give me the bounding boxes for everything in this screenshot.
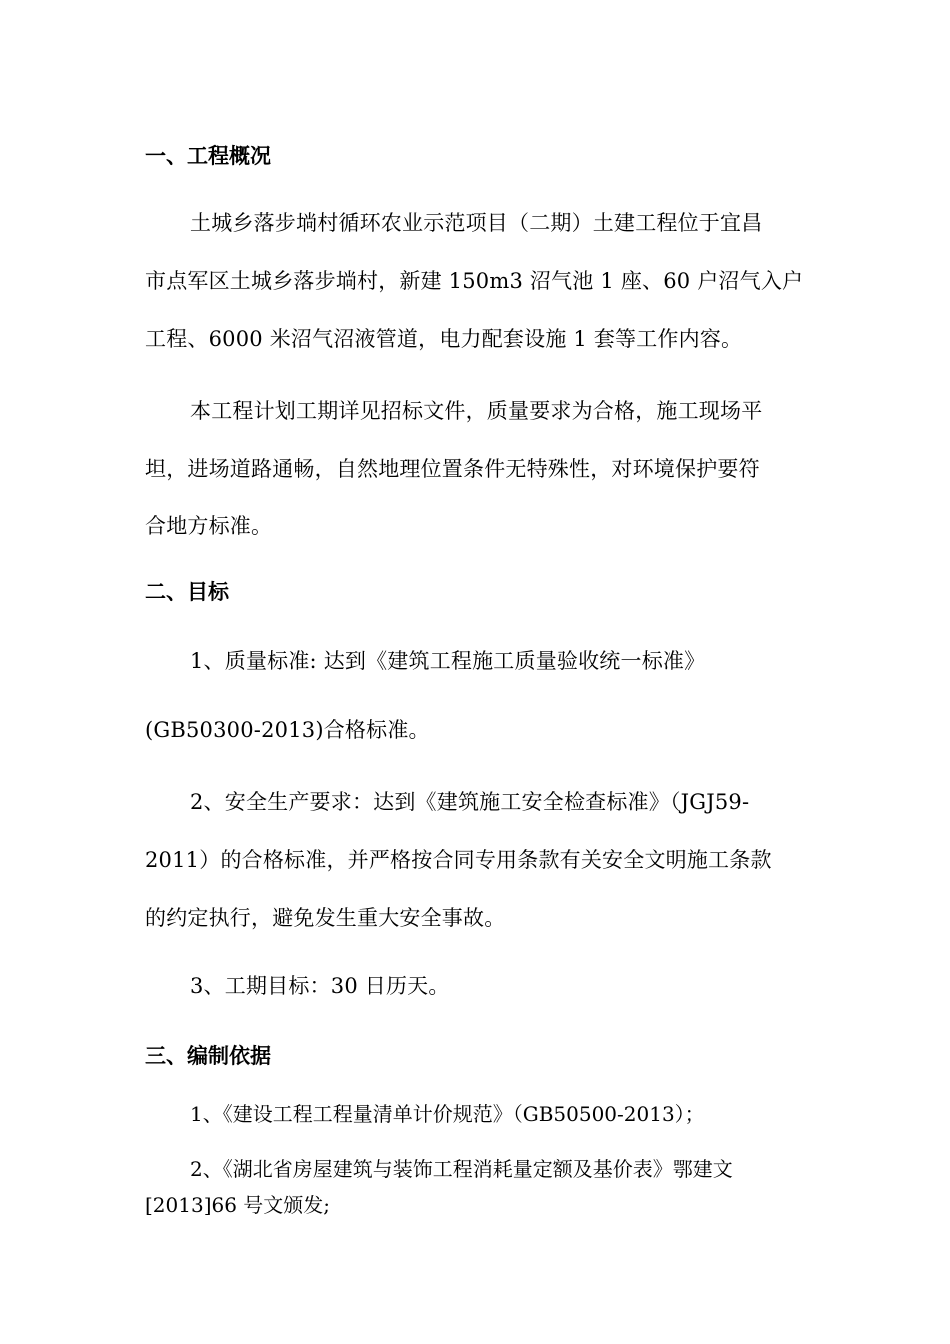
basis-item-2-line-2: [2013]66 号文颁发; xyxy=(145,1193,331,1217)
section-heading-goals: 二、目标 xyxy=(145,580,229,604)
overview-paragraph-2-line-1: 本工程计划工期详见招标文件，质量要求为合格，施工现场平 xyxy=(190,399,763,423)
basis-item-2-line-1: 2、《湖北省房屋建筑与装饰工程消耗量定额及基价表》鄂建文 xyxy=(190,1157,733,1181)
overview-paragraph-1-line-2: 市点军区土城乡落步埫村，新建 150m3 沼气池 1 座、60 户沼气入户 xyxy=(145,269,804,293)
section-heading-basis: 三、编制依据 xyxy=(145,1044,271,1068)
basis-item-1-line-1: 1、《建设工程工程量清单计价规范》（GB50500-2013）； xyxy=(190,1102,705,1126)
overview-paragraph-1-line-1: 土城乡落步埫村循环农业示范项目（二期）土建工程位于宜昌 xyxy=(190,211,763,235)
overview-paragraph-2-line-3: 合地方标准。 xyxy=(145,514,273,538)
overview-paragraph-1-line-3: 工程、6000 米沼气沼液管道，电力配套设施 1 套等工作内容。 xyxy=(145,327,743,351)
section-heading-overview: 一、工程概况 xyxy=(145,144,271,168)
goal-quality-line-2: (GB50300-2013)合格标准。 xyxy=(145,718,430,742)
overview-paragraph-2-line-2: 坦，进场道路通畅，自然地理位置条件无特殊性，对环境保护要符 xyxy=(145,457,760,481)
goal-schedule-line-1: 3、工期目标：30 日历天。 xyxy=(190,974,450,998)
goal-safety-line-1: 2、安全生产要求：达到《建筑施工安全检查标准》（JGJ59- xyxy=(190,790,750,814)
goal-safety-line-3: 的约定执行，避免发生重大安全事故。 xyxy=(145,906,506,930)
goal-safety-line-2: 2011）的合格标准，并严格按合同专用条款有关安全文明施工条款 xyxy=(145,848,772,872)
goal-quality-line-1: 1、质量标准: 达到《建筑工程施工质量验收统一标准》 xyxy=(190,649,706,673)
